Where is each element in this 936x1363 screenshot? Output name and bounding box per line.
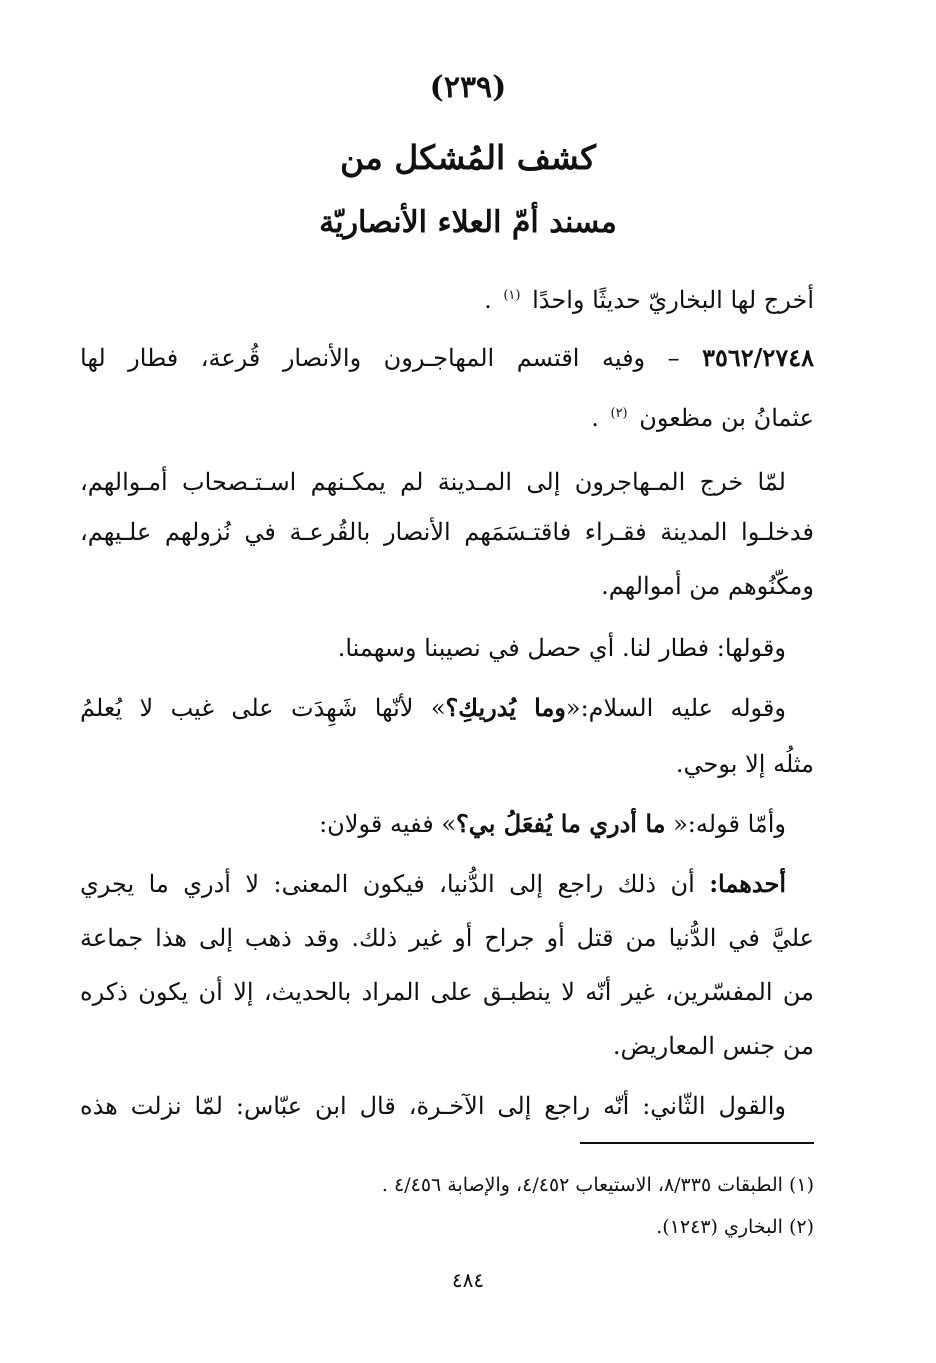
para4-suffix: » ففيه قولان: [319,810,456,838]
para1-line-2: فدخلـوا المدينة فقـراء فاقتـسَمَهم الأنصار بالقُرعـة في نُزولهم علـيهم، [80,518,814,546]
para5-line-4: من جنس المعاريض. [612,1032,814,1060]
para3-prefix: وقوله عليه السلام:« [565,694,786,722]
hadith-text-1: – وفيه اقتسم المهاجـرون والأنصار قُرعة، فطار لها [80,344,680,372]
para5-line-1 [80,868,786,900]
para3-line-2: مثلُه إلا بوحي. [675,750,814,778]
para5-line-3: من المفسّرين، غير أنّه لا ينطبـق على المراد بالحديث، إلا أن يكون ذكره [80,978,814,1006]
hadith-text-2: عثمانُ بن مظعون [639,404,814,432]
hadith-line-2 [591,398,814,434]
para5-lead: أحدهما: [709,869,786,898]
footnote-2: (٢) البخاري (١٢٤٣). [656,1216,814,1238]
para1-line-1: لمّا خرج المـهاجرون إلى المـدينة لم يمكـنهم اسـتـصحاب أمـوالهم، [80,468,786,496]
footnote-1: (١) الطبقات ٨/٣٣٥، الاستيعاب ٤/٤٥٢، والإصابة ٤/٤٥٦ . [381,1174,814,1196]
para4-prefix: وأمّا قوله:« [665,810,786,838]
para3-suffix: » لأنّها شَهِدَت على غيب لا يُعلمُ [80,694,446,722]
intro-line [484,280,814,316]
para3-quote: وما يُدريكِ؟ [445,693,566,722]
para5-text-1: أن ذلك راجع إلى الدُّنيا، فيكون المعنى: لا أدري ما يجري [80,870,710,898]
intro-text: أخرج لها البخاريّ حديثًا واحدًا [532,286,814,314]
para3-line-1 [80,692,786,724]
section-subtitle: مسند أمّ العلاء الأنصاريّة [319,205,617,240]
para4-quote: ما أدري ما يُفعَلُ بي؟ [456,809,666,838]
para6-line: والقول الثّاني: أنّه راجع إلى الآخـرة، قال ابن عبّاس: لمّا نزلت هذه [80,1092,786,1120]
hadith-number: ٣٥٦٢/٢٧٤٨ [702,343,814,372]
hadith-end: . [591,404,599,432]
entry-number: (٢٣٩) [429,70,507,105]
footnote-ref-2: (٢) [610,406,628,421]
intro-end: . [484,286,492,314]
para4-line [319,808,786,840]
section-title: كشف المُشكل من [339,138,597,177]
footnote-divider [580,1142,814,1144]
page-number: ٤٨٤ [451,1268,485,1292]
para2-line: وقولها: فطار لنا. أي حصل في نصيبنا وسهمنا. [337,634,786,662]
hadith-line-1 [80,342,814,374]
para5-line-2: عليَّ في الدُّنيا من قتل أو جراح أو غير ذلك. وقد ذهب إلى هذا جماعة [80,924,814,952]
para1-line-3: ومكّنُوهم من أموالهم. [601,572,814,600]
footnote-ref-1: (١) [503,288,521,303]
